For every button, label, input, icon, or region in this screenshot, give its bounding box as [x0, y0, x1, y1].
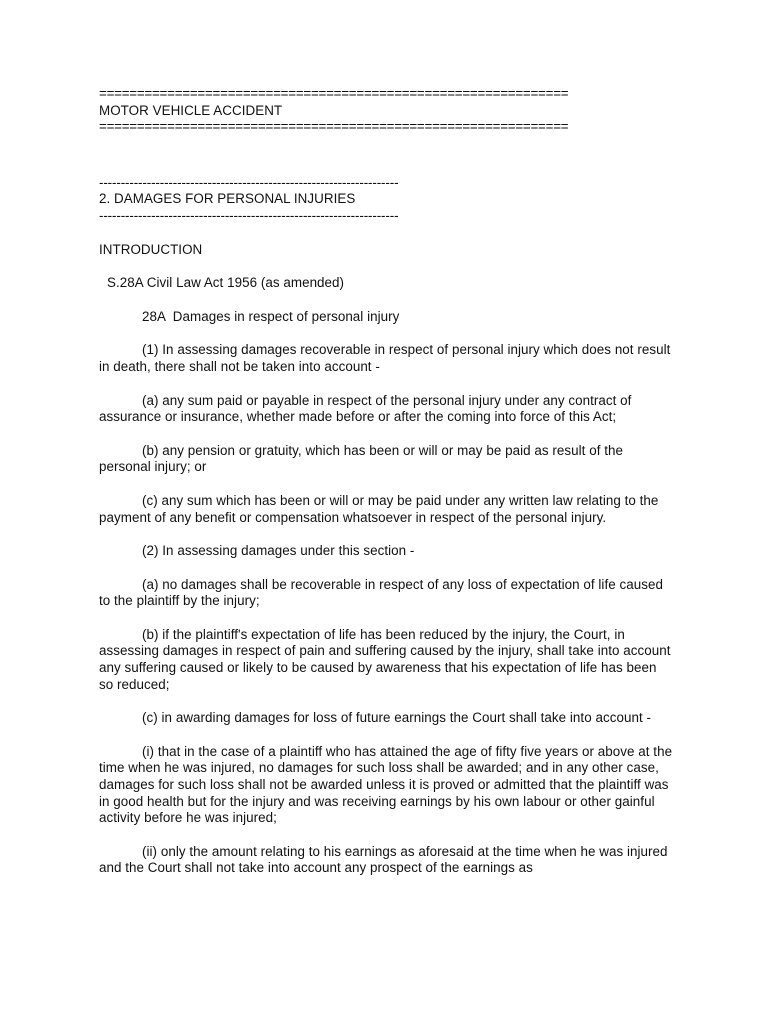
paragraph-2: (2) In assessing damages under this section - — [142, 543, 415, 559]
section-rule-bottom: --------------------------------------------------------------------- — [99, 207, 399, 223]
paragraph-2c: (c) in awarding damages for loss of future earnings the Court shall take into account - — [142, 710, 651, 726]
section-rule-top: --------------------------------------------------------------------- — [99, 174, 399, 190]
paragraph-1: (1) In assessing damages recoverable in respect of personal injury which does not result in death, there shall not be taken into account - — [99, 342, 671, 374]
header-rule-top: ============================================================== — [99, 86, 569, 101]
paragraph-1a: (a) any sum paid or payable in respect of the personal injury under any contract of assurance or insurance, whether made before or after the coming into force of this Act; — [99, 392, 632, 425]
statute-reference: S.28A Civil Law Act 1956 (as amended) — [107, 275, 345, 291]
document-title: MOTOR VEHICLE ACCIDENT — [99, 102, 283, 118]
paragraph-1c: (c) any sum which has been or will or may be paid under any written law relating to the payment of any benefit or compensation whatsoever in respect of the personal injury. — [99, 492, 659, 525]
intro-heading: INTRODUCTION — [99, 241, 203, 257]
section-title: 2. DAMAGES FOR PERSONAL INJURIES — [99, 191, 356, 207]
paragraph-2c-ii: (ii) only the amount relating to his earnings as aforesaid at the time when he was injured and the Court shall not take into account any prospect of the earnings as — [99, 843, 668, 876]
paragraph-1b: (b) any pension or gratuity, which has been or will or may be paid as result of the personal injury; or — [99, 442, 624, 475]
document-page — [99, 86, 673, 877]
paragraph-2c-i: (i) that in the case of a plaintiff who has attained the age of fifty five years or above at the time when he was injured, no damages for such loss shall be awarded; and in any other case, damages for such loss shall not be awarded unless it is proved or admitted that the plaintiff was in good health but for the injury and was receiving earnings by his own labour or other gainful activity before he was injured; — [99, 743, 673, 826]
paragraph-2b: (b) if the plaintiff's expectation of life has been reduced by the injury, the Court, in assessing damages in respect of pain and suffering caused by the injury, shall take into account any suffering caused or likely to be caused by awareness that his expectation of life has been so reduced; — [99, 626, 671, 692]
header-rule-bottom: ============================================================== — [99, 119, 569, 135]
paragraph-2a: (a) no damages shall be recoverable in respect of any loss of expectation of life caused to the plaintiff by the injury; — [99, 576, 663, 609]
section-heading: 28A Damages in respect of personal injury — [142, 308, 400, 324]
